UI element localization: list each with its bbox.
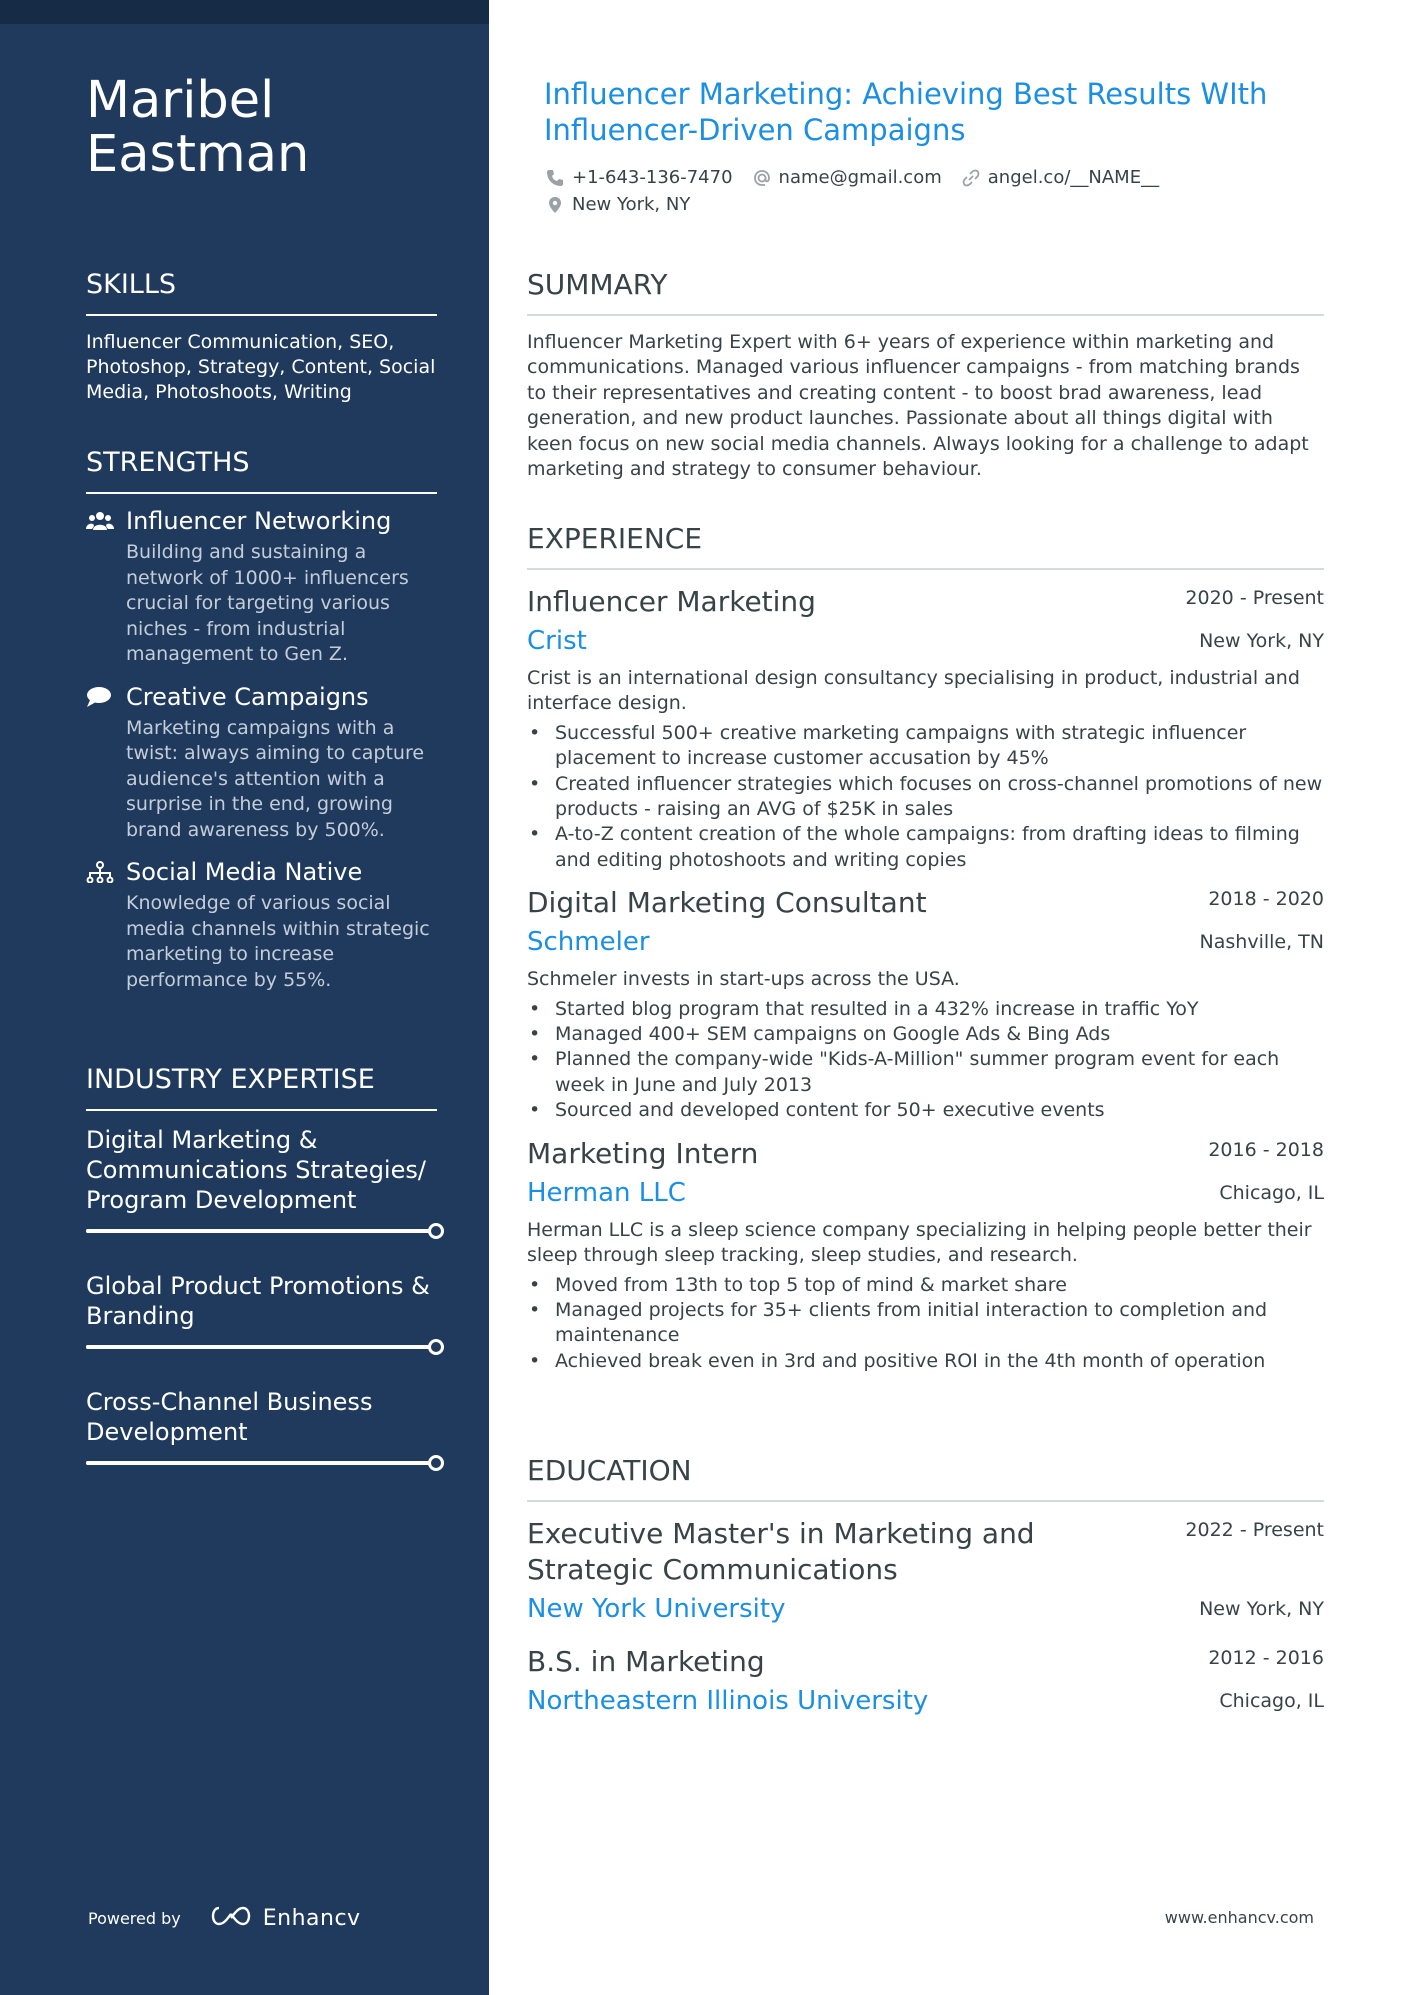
strength-description: Building and sustaining a network of 1000+ influencers crucial for targeting various niches - from industrial management to Gen Z. xyxy=(126,541,409,665)
strengths-section xyxy=(86,446,437,993)
job-bullets xyxy=(527,721,1324,873)
skills-heading: SKILLS xyxy=(86,268,437,316)
strength-title: Creative Campaigns xyxy=(126,682,369,711)
contact-link-text: angel.co/__NAME__ xyxy=(987,167,1160,188)
location-pin-icon xyxy=(546,196,564,214)
link-icon xyxy=(962,169,980,187)
powered-by xyxy=(88,1904,361,1932)
bullet-item: • Started blog program that resulted in a 432% increase in traffic YoY xyxy=(527,997,1324,1022)
contact-phone-text: +1-643-136-7470 xyxy=(572,167,733,188)
bullet-item: • Moved from 13th to top 5 top of mind & market share xyxy=(527,1273,1324,1298)
strength-title: Influencer Networking xyxy=(126,507,392,535)
education-dates: 2012 - 2016 xyxy=(1208,1647,1324,1669)
expertise-title: Global Product Promotions & Branding xyxy=(86,1272,430,1330)
summary-section xyxy=(527,268,1324,482)
job-dates: 2018 - 2020 xyxy=(1208,888,1324,911)
degree-title: B.S. in Marketing xyxy=(527,1645,765,1678)
strengths-heading: STRENGTHS xyxy=(86,446,437,494)
bullet-item: • Created influencer strategies which focuses on cross-channel promotions of new products - raising an AVG of $25K in sales xyxy=(527,772,1324,823)
expertise-item xyxy=(86,1125,437,1239)
school-name: Northeastern Illinois University xyxy=(527,1686,929,1716)
company-description: Crist is an international design consultancy specialising in product, industrial and interface design. xyxy=(527,667,1300,715)
company-name: Herman LLC xyxy=(527,1177,686,1208)
company-description: Herman LLC is a sleep science company specializing in helping people better their sleep through sleep tracking, sleep studies, and research. xyxy=(527,1218,1312,1267)
job-dates: 2016 - 2018 xyxy=(1208,1138,1324,1161)
expertise-level-fill xyxy=(86,1345,444,1349)
education-heading: EDUCATION xyxy=(527,1454,1324,1502)
education-entry xyxy=(527,1516,1324,1626)
sidebar xyxy=(0,0,489,1995)
candidate-name: Maribel Eastman xyxy=(86,71,310,184)
bullet-item: • Sourced and developed content for 50+ executive events xyxy=(527,1098,1324,1123)
experience-section xyxy=(527,522,1324,1374)
company-name: Schmeler xyxy=(527,927,650,958)
job-bullets xyxy=(527,1273,1324,1375)
job-title: Digital Marketing Consultant xyxy=(527,886,927,920)
education-location: New York, NY xyxy=(1199,1598,1324,1620)
job-location: Nashville, TN xyxy=(1199,931,1324,954)
sidebar-top-bar xyxy=(0,0,489,24)
education-location: Chicago, IL xyxy=(1219,1690,1324,1712)
bullet-item: • Planned the company-wide "Kids-A-Million" summer program event for each week in June and July 2013 xyxy=(527,1047,1324,1098)
footer-website-link[interactable]: www.enhancv.com xyxy=(1164,1908,1314,1927)
summary-text: Influencer Marketing Expert with 6+ years of experience within marketing and communications. Managed various influencer campaigns - from matching brands to their representatives and creating content - to boost brad awareness, lead generation, and new product launches. Passionate about all things digital with keen focus on new social media channels. Always looking for a challenge to adapt marketing and strategy to consumer behaviour. xyxy=(527,331,1309,481)
chat-bubble-icon xyxy=(86,686,114,710)
expertise-item xyxy=(86,1387,437,1471)
experience-entry xyxy=(527,1136,1324,1374)
infinity-logo-icon xyxy=(207,1904,255,1932)
education-dates: 2022 - Present xyxy=(1185,1519,1324,1541)
skills-section xyxy=(86,268,437,405)
education-section xyxy=(527,1454,1324,1718)
phone-icon xyxy=(546,169,564,187)
bullet-item: • Successful 500+ creative marketing campaigns with strategic influencer placement to increase customer accusation by 45% xyxy=(527,721,1324,772)
degree-title: Executive Master's in Marketing and Strategic Communications xyxy=(527,1517,1035,1586)
strength-description: Knowledge of various social media channels within strategic marketing to increase performance by 55%. xyxy=(126,892,430,991)
expertise-level-knob xyxy=(428,1223,444,1239)
expertise-level-bar xyxy=(86,1223,444,1239)
strength-item xyxy=(86,682,437,844)
contact-info xyxy=(546,164,1306,218)
expertise-level-bar xyxy=(86,1455,444,1471)
job-title: Influencer Marketing xyxy=(527,585,816,618)
bullet-item: • Managed projects for 35+ clients from initial interaction to completion and maintenance xyxy=(527,1298,1324,1349)
resume-headline: Influencer Marketing: Achieving Best Results WIth Influencer-Driven Campaigns xyxy=(544,77,1268,147)
contact-location-text: New York, NY xyxy=(572,194,691,215)
expertise-level-knob xyxy=(428,1455,444,1471)
experience-entry xyxy=(527,885,1324,1123)
at-sign-icon xyxy=(753,169,771,187)
education-entry xyxy=(527,1644,1324,1718)
expertise-heading: INDUSTRY EXPERTISE xyxy=(86,1063,437,1111)
contact-link[interactable] xyxy=(962,167,1159,188)
school-name: New York University xyxy=(527,1594,786,1624)
expertise-item xyxy=(86,1271,437,1355)
strength-item xyxy=(86,857,437,993)
job-title: Marketing Intern xyxy=(527,1136,759,1170)
expertise-level-knob xyxy=(428,1339,444,1355)
skills-list: Influencer Communication, SEO, Photoshop, Strategy, Content, Social Media, Photoshoots, Writing xyxy=(86,331,436,403)
enhancv-logo[interactable] xyxy=(207,1904,361,1932)
summary-heading: SUMMARY xyxy=(527,268,1324,316)
job-location: New York, NY xyxy=(1199,630,1324,652)
network-icon xyxy=(86,861,114,885)
contact-email-text: name@gmail.com xyxy=(778,167,942,188)
experience-heading: EXPERIENCE xyxy=(527,522,1324,570)
bullet-item: • Achieved break even in 3rd and positive ROI in the 4th month of operation xyxy=(527,1349,1324,1374)
contact-email[interactable] xyxy=(753,167,942,188)
strength-item xyxy=(86,506,437,668)
expertise-title: Digital Marketing & Communications Strategies/ Program Development xyxy=(86,1126,426,1214)
expertise-title: Cross-Channel Business Development xyxy=(86,1388,373,1446)
job-dates: 2020 - Present xyxy=(1185,587,1324,609)
users-icon xyxy=(86,510,114,534)
experience-entry xyxy=(527,584,1324,873)
job-bullets xyxy=(527,997,1324,1124)
expertise-level-fill xyxy=(86,1229,444,1233)
expertise-level-bar xyxy=(86,1339,444,1355)
strength-description: Marketing campaigns with a twist: always aiming to capture audience's attention with a surprise in the end, growing brand awareness by 500%. xyxy=(126,716,425,841)
strength-title: Social Media Native xyxy=(126,858,363,886)
contact-phone[interactable] xyxy=(546,167,733,188)
company-description: Schmeler invests in start-ups across the USA. xyxy=(527,968,960,991)
company-name: Crist xyxy=(527,626,587,656)
bullet-item: • A-to-Z content creation of the whole campaigns: from drafting ideas to filming and editing photoshoots and writing copies xyxy=(527,822,1324,873)
job-location: Chicago, IL xyxy=(1219,1181,1324,1204)
expertise-level-fill xyxy=(86,1461,444,1465)
enhancv-logo-text: Enhancv xyxy=(262,1905,361,1931)
industry-expertise-section xyxy=(86,1063,437,1471)
contact-location xyxy=(546,194,690,215)
powered-by-label: Powered by xyxy=(88,1908,181,1928)
bullet-item: • Managed 400+ SEM campaigns on Google Ads & Bing Ads xyxy=(527,1022,1324,1047)
